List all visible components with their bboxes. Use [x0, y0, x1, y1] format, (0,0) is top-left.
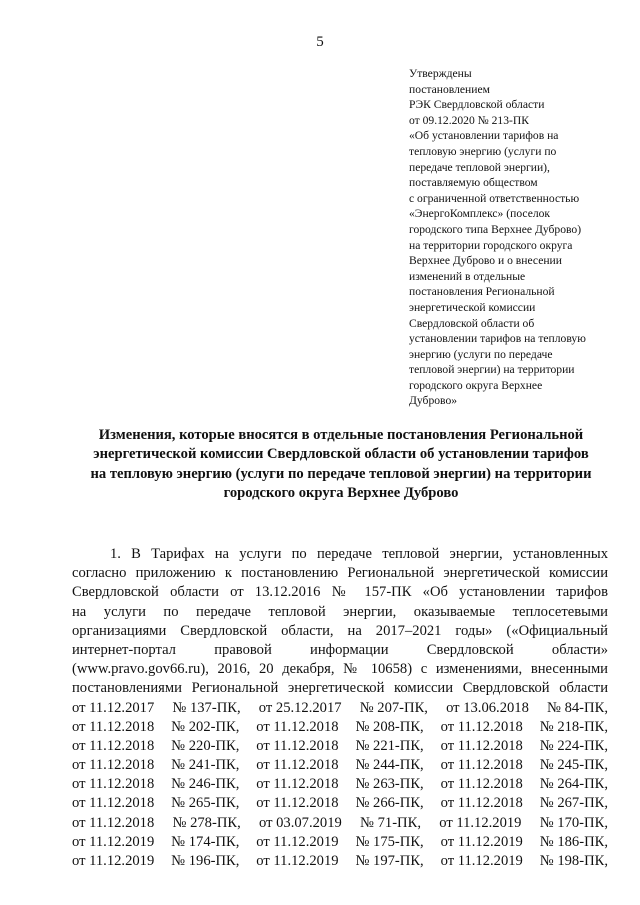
decree-number: № 175-ПК, [355, 833, 424, 850]
decree-number: № 264-ПК, [539, 776, 608, 793]
approval-line: установлении тарифов на тепловую [409, 332, 586, 346]
approval-line: «Об установлении тарифов на [409, 129, 559, 143]
amendment-paragraph [72, 545, 608, 871]
decree-date: от 11.12.2018 [440, 776, 523, 793]
decree-date: от 11.12.2018 [440, 718, 523, 735]
decree-number: № 202-ПК, [171, 718, 240, 735]
decree-row [72, 833, 608, 852]
decree-number: № 207-ПК, [359, 699, 428, 716]
approval-line: РЭК Свердловской области [409, 98, 545, 112]
approval-line: Дуброво» [409, 394, 458, 408]
decree-row [72, 775, 608, 794]
decree-date: от 11.12.2018 [72, 795, 155, 812]
heading-line: городского округа Верхнее Дуброво [223, 485, 459, 502]
approval-block [409, 66, 609, 409]
decree-number: № 246-ПК, [171, 776, 240, 793]
decree-date: от 11.12.2018 [256, 795, 339, 812]
decree-number: № 208-ПК, [355, 718, 424, 735]
approval-line: поставляемую обществом [409, 176, 538, 190]
decree-date: от 11.12.2018 [256, 757, 339, 774]
approval-line: энергию (услуги по передаче [409, 347, 553, 361]
decree-number: № 196-ПК, [171, 853, 240, 869]
decree-date: от 13.06.2018 [446, 699, 529, 716]
page-number: 5 [316, 34, 324, 50]
approval-line: Свердловской области об [409, 316, 535, 330]
decree-date: от 11.12.2019 [256, 833, 339, 850]
decree-date: от 11.12.2018 [440, 795, 523, 812]
approval-line: энергетической комиссии [409, 300, 536, 314]
decree-list [72, 699, 608, 872]
decree-date: от 11.12.2019 [72, 853, 155, 869]
decree-date: от 11.12.2018 [256, 776, 339, 793]
decree-number: № 263-ПК, [355, 776, 424, 793]
decree-number: № 170-ПК, [539, 814, 608, 831]
paragraph-line: (www.pravo.gov66.ru), 2016, 20 декабря, № 10658) с изменениями, внесенными [72, 661, 608, 678]
decree-number: № 71-ПК, [360, 814, 421, 831]
decree-date: от 11.12.2018 [72, 737, 155, 754]
approval-line: Верхнее Дуброво и о внесении [409, 254, 562, 268]
decree-row [72, 852, 608, 871]
decree-row [72, 794, 608, 813]
paragraph-line: постановлениями Региональной энергетической комиссии Свердловской области [72, 680, 608, 697]
approval-line: постановления Региональной [409, 285, 555, 299]
decree-date: от 11.12.2018 [256, 718, 339, 735]
decree-date: от 11.12.2018 [72, 776, 155, 793]
decree-date: от 25.12.2017 [258, 699, 342, 716]
paragraph-line: Свердловской области от 13.12.2016 № 157-ПК «Об установлении тарифов [72, 584, 608, 601]
decree-number: № 137-ПК, [172, 699, 241, 716]
decree-number: № 197-ПК, [355, 853, 424, 869]
paragraph-line: организациями Свердловской области, на 2017–2021 годы» («Официальный [72, 622, 608, 639]
decree-number: № 266-ПК, [355, 795, 424, 812]
approval-line: городского типа Верхнее Дуброво) [409, 222, 582, 236]
decree-row [72, 699, 608, 718]
decree-date: от 11.12.2019 [440, 853, 523, 869]
decree-row [72, 718, 608, 737]
approval-line: с ограниченной ответственностью [409, 191, 580, 205]
approval-line: изменений в отдельные [409, 269, 526, 283]
decree-date: от 11.12.2017 [72, 699, 155, 716]
decree-number: № 221-ПК, [355, 737, 424, 754]
decree-date: от 11.12.2019 [440, 833, 523, 850]
decree-date: от 11.12.2019 [256, 853, 339, 869]
paragraph-line: на услуги по передаче тепловой энергии, оказываемые теплосетевыми [72, 603, 608, 620]
heading-line: энергетической комиссии Свердловской области об установлении тарифов [93, 446, 589, 463]
decree-number: № 198-ПК, [539, 853, 608, 869]
approval-line: на территории городского округа [409, 238, 573, 252]
decree-date: от 11.12.2018 [256, 737, 339, 754]
heading-line: на тепловую энергию (услуги по передаче тепловой энергии) на территории [90, 465, 592, 482]
approval-line: постановлением [409, 82, 490, 96]
paragraph-line: 1. В Тарифах на услуги по передаче тепловой энергии, установленных [110, 546, 608, 562]
decree-number: № 267-ПК, [539, 795, 608, 812]
decree-row [72, 737, 608, 756]
decree-date: от 11.12.2018 [440, 757, 523, 774]
decree-row [72, 756, 608, 775]
decree-number: № 174-ПК, [171, 833, 240, 850]
decree-date: от 11.12.2018 [440, 737, 523, 754]
decree-date: от 11.12.2018 [72, 718, 155, 735]
paragraph-line: согласно приложению к постановлению Региональной энергетической комиссии [72, 565, 608, 582]
decree-number: № 241-ПК, [171, 757, 240, 774]
decree-date: от 11.12.2019 [439, 814, 522, 831]
decree-number: № 245-ПК, [539, 757, 608, 774]
decree-number: № 218-ПК, [539, 718, 608, 735]
approval-line: передаче тепловой энергии), [409, 160, 550, 174]
approval-line: «ЭнергоКомплекс» (поселок [409, 207, 551, 221]
paragraph-line: интернет-портал правовой информации Свердловской области» [72, 641, 608, 658]
approval-line: от 09.12.2020 № 213-ПК [409, 113, 529, 127]
decree-number: № 186-ПК, [539, 833, 608, 850]
decree-date: от 11.12.2018 [72, 814, 155, 831]
decree-number: № 278-ПК, [172, 814, 241, 831]
heading-line: Изменения, которые вносятся в отдельные постановления Региональной [98, 427, 584, 443]
decree-number: № 84-ПК, [547, 699, 608, 716]
approval-line: тепловой энергии) на территории [409, 363, 575, 377]
document-heading [60, 426, 622, 504]
decree-date: от 03.07.2019 [258, 814, 342, 831]
decree-date: от 11.12.2019 [72, 833, 155, 850]
approval-line: Утверждены [409, 67, 472, 80]
decree-number: № 265-ПК, [171, 795, 240, 812]
approval-line: городского округа Верхнее [409, 378, 543, 392]
decree-number: № 224-ПК, [539, 737, 608, 754]
decree-number: № 220-ПК, [171, 737, 240, 754]
decree-date: от 11.12.2018 [72, 757, 155, 774]
decree-row [72, 814, 608, 833]
approval-line: тепловую энергию (услуги по [409, 144, 557, 158]
decree-number: № 244-ПК, [355, 757, 424, 774]
